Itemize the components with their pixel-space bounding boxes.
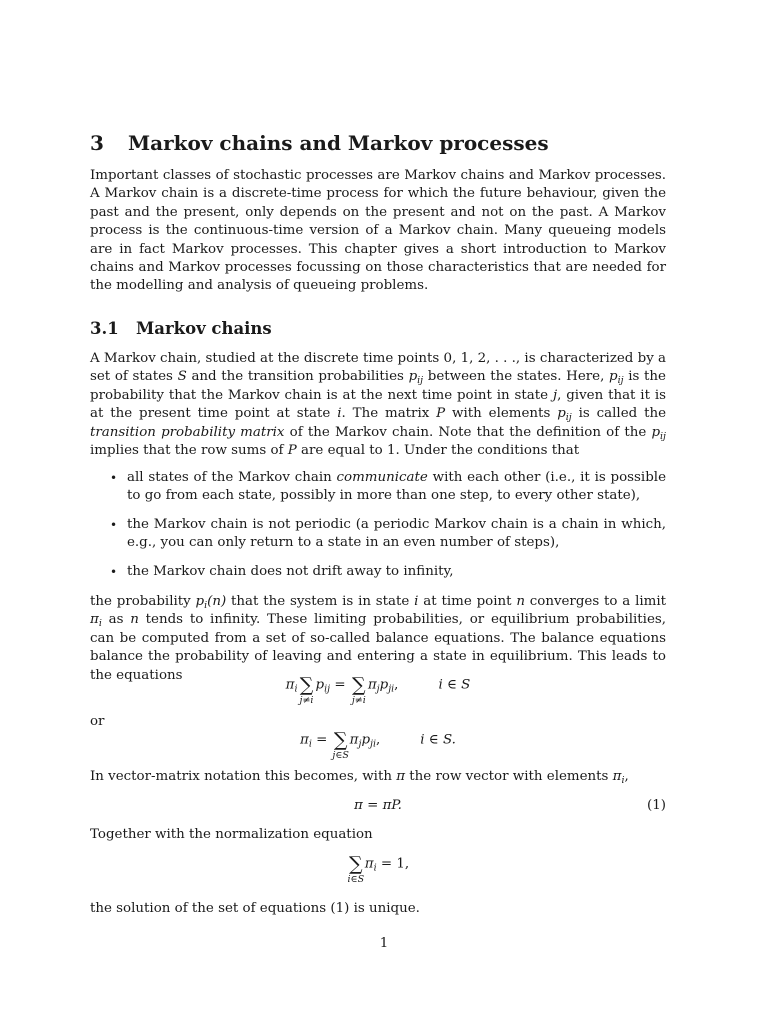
vector-equation: π = πP.: [354, 798, 402, 813]
intro-paragraph: Important classes of stochastic processes are Markov chains and Markov processes. A Markov chain is a discrete-time process for which the future behaviour, given the past and the present, only depends on the present and not on the past. A Markov process is the continuous-time version of a Markov chain. Many queueing models are in fact Markov processes. This chapter gives a short introduction to Markov chains and Markov processes focussing on those characteristics that are needed for the modelling and analysis of queueing problems.: [90, 168, 666, 294]
emphasis-transition-probability-matrix: transition probability matrix: [90, 424, 285, 440]
section-number: 3: [90, 131, 104, 155]
or-text: or: [90, 714, 105, 729]
bullet-icon: •: [110, 517, 118, 532]
subsection-title: Markov chains: [136, 319, 272, 338]
balance-equation-alt: $\pi_i$ = ∑ j∈S $\pi_jp_{ji}$, i ∈ S.: [300, 729, 456, 761]
markov-chain-paragraph: A Markov chain, studied at the discrete time points 0, 1, 2, . . ., is characterized by a set of states S and the transition probabilities $p_{ij}$ between the states. Here, $p_{ij}$ is the probability that the Markov chain is at the next time point in state j, given that it is at the present time point at state i. The matrix P with elements $p_{ij}$ is called the transition probability matrix of the Markov chain. Note that the definition of the $p_{ij}$ implies that the row sums of P are equal to 1. Under the conditions that: [90, 351, 667, 459]
solution-text: the solution of the set of equations (1) is unique.: [90, 901, 420, 916]
bullet-icon: •: [110, 471, 118, 485]
normalization-text: Together with the normalization equation: [90, 827, 373, 842]
list-item: • the Markov chain is not periodic (a periodic Markov chain is a chain in which, e.g., you can only return to a state in an even number of steps),: [110, 516, 666, 551]
bullet-icon: •: [110, 564, 118, 579]
balance-equation: $\pi_i$ ∑ j≠i $p_{ij}$ = ∑ j≠i $\pi_jp_{ji}$, i ∈ S: [285, 674, 471, 706]
probability-paragraph: the probability $p_i(n)$ that the system is in state i at time point n converges to a limit $\pi_i$ as n tends to infinity. These limiting probabilities, or equilibrium probabilities, can be computed from a set of so-called balance equations. The balance equations balance the probability of leaving and entering a state in equilibrium. This leads to the equations: [90, 594, 666, 683]
subsection-heading: [90, 319, 666, 338]
vector-matrix-paragraph: In vector-matrix notation this becomes, with π the row vector with elements $\pi_i$,: [90, 769, 629, 786]
page-number: 1: [379, 936, 389, 951]
list-item: • the Markov chain does not drift away to infinity,: [110, 563, 666, 581]
subsection-number: 3.1: [90, 319, 119, 338]
section-heading: [90, 131, 666, 155]
normalization-equation: ∑ i∈S $\pi_i = 1$,: [347, 853, 410, 885]
conditions-list: [110, 469, 666, 591]
section-title: Markov chains and Markov processes: [128, 131, 549, 155]
list-item: • all states of the Markov chain communicate with each other (i.e., it is possible to go from each state, possibly in more than one step, to every other state),: [110, 470, 666, 504]
equation-number: (1): [647, 798, 666, 813]
